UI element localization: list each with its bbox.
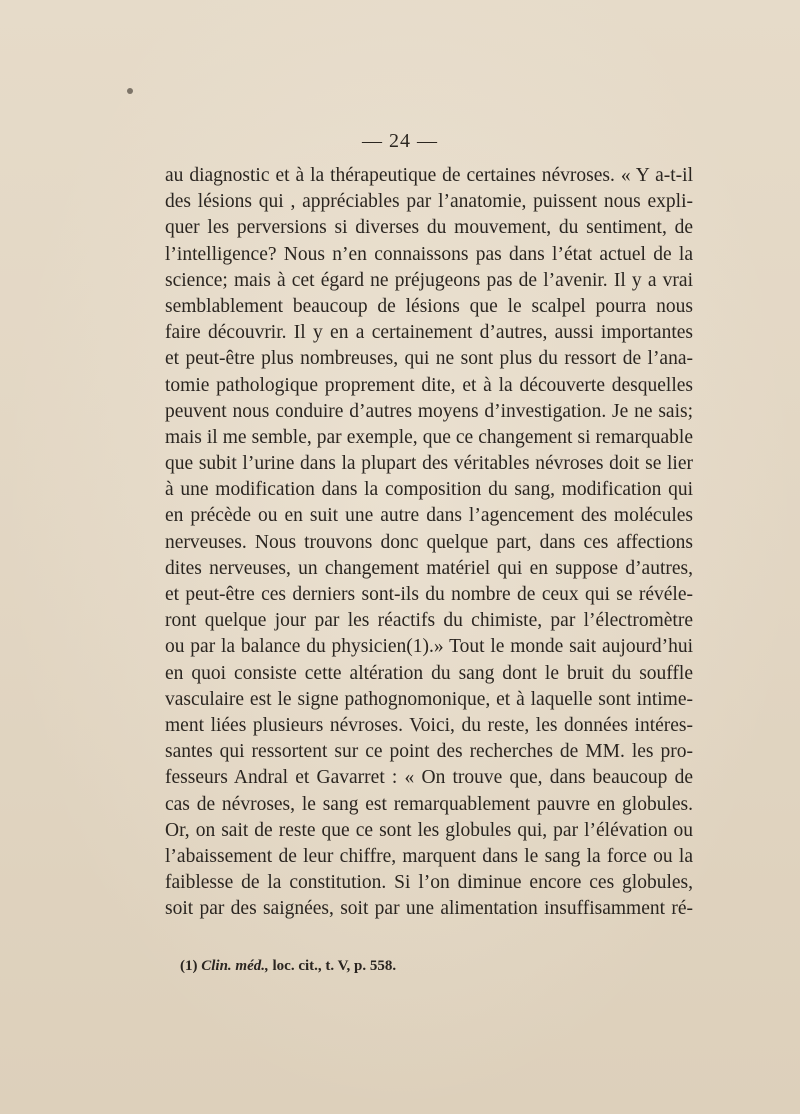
footnote-marker: (1): [180, 958, 198, 974]
text-line: que subit l’urine dans la plupart des véritables névroses doit se lier: [165, 453, 693, 475]
text-line: dites nerveuses, un changement matériel qui en suppose d’autres,: [165, 557, 693, 579]
text-line: au diagnostic et à la thérapeutique de certaines névroses. « Y a-t-il: [165, 165, 693, 186]
text-line: et peut-être plus nombreuses, qui ne sont plus du ressort de l’ana-: [165, 348, 693, 370]
text-line: faiblesse de la constitution. Si l’on diminue encore ces globules,: [165, 872, 693, 894]
text-line: faire découvrir. Il y en a certainement d’autres, aussi importantes: [165, 322, 693, 344]
text-line: tomie pathologique proprement dite, et à la découverte desquelles: [165, 374, 693, 396]
text-line: fesseurs Andral et Gavarret : « On trouve que, dans beaucoup de: [165, 767, 693, 789]
text-line: en quoi consiste cette altération du sang dont le bruit du souffle: [165, 662, 693, 684]
text-line: ou par la balance du physicien(1).» Tout le monde sait aujourd’hui: [165, 636, 693, 658]
text-line: nerveuses. Nous trouvons donc quelque part, dans ces affections: [165, 531, 693, 553]
text-line: science; mais à cet égard ne préjugeons pas de l’avenir. Il y a vrai: [165, 269, 693, 291]
text-line: santes qui ressortent sur ce point des recherches de MM. les pro-: [165, 741, 693, 763]
text-line: cas de névroses, le sang est remarquablement pauvre en globules.: [165, 793, 693, 815]
text-line: en précède ou en suit une autre dans l’agencement des molécules: [165, 505, 693, 527]
text-line: à une modification dans la composition du sang, modification qui: [165, 479, 693, 501]
text-line: l’abaissement de leur chiffre, marquent dans le sang la force ou la: [165, 845, 693, 867]
text-line: peuvent nous conduire d’autres moyens d’investigation. Je ne sais;: [165, 400, 693, 422]
text-line: ront quelque jour par les réactifs du chimiste, par l’électromètre: [165, 610, 693, 632]
ink-speck: [127, 88, 133, 94]
footnote: [180, 958, 396, 975]
footnote-reference: loc. cit., t. V, p. 558.: [272, 958, 397, 974]
footnote-title: Clin. méd.,: [201, 958, 269, 974]
text-line: vasculaire est le signe pathognomonique, et à laquelle sont intime-: [165, 688, 693, 710]
text-line: semblablement beaucoup de lésions que le scalpel pourra nous: [165, 295, 693, 317]
text-line: quer les perversions si diverses du mouvement, du sentiment, de: [165, 217, 693, 239]
text-line: des lésions qui , appréciables par l’anatomie, puissent nous expli-: [165, 191, 693, 213]
text-line: mais il me semble, par exemple, que ce changement si remarquable: [165, 426, 693, 448]
page-number: — 24 —: [362, 130, 438, 152]
body-text: [165, 163, 693, 922]
text-line: l’intelligence? Nous n’en connaissons pas dans l’état actuel de la: [165, 243, 693, 265]
text-line: et peut-être ces derniers sont-ils du nombre de ceux qui se révéle-: [165, 584, 693, 605]
text-line: soit par des saignées, soit par une alimentation insuffisamment ré-: [165, 898, 693, 920]
text-line: Or, on sait de reste que ce sont les globules qui, par l’élévation ou: [165, 819, 693, 841]
text-line: ment liées plusieurs névroses. Voici, du reste, les données intéres-: [165, 714, 693, 736]
